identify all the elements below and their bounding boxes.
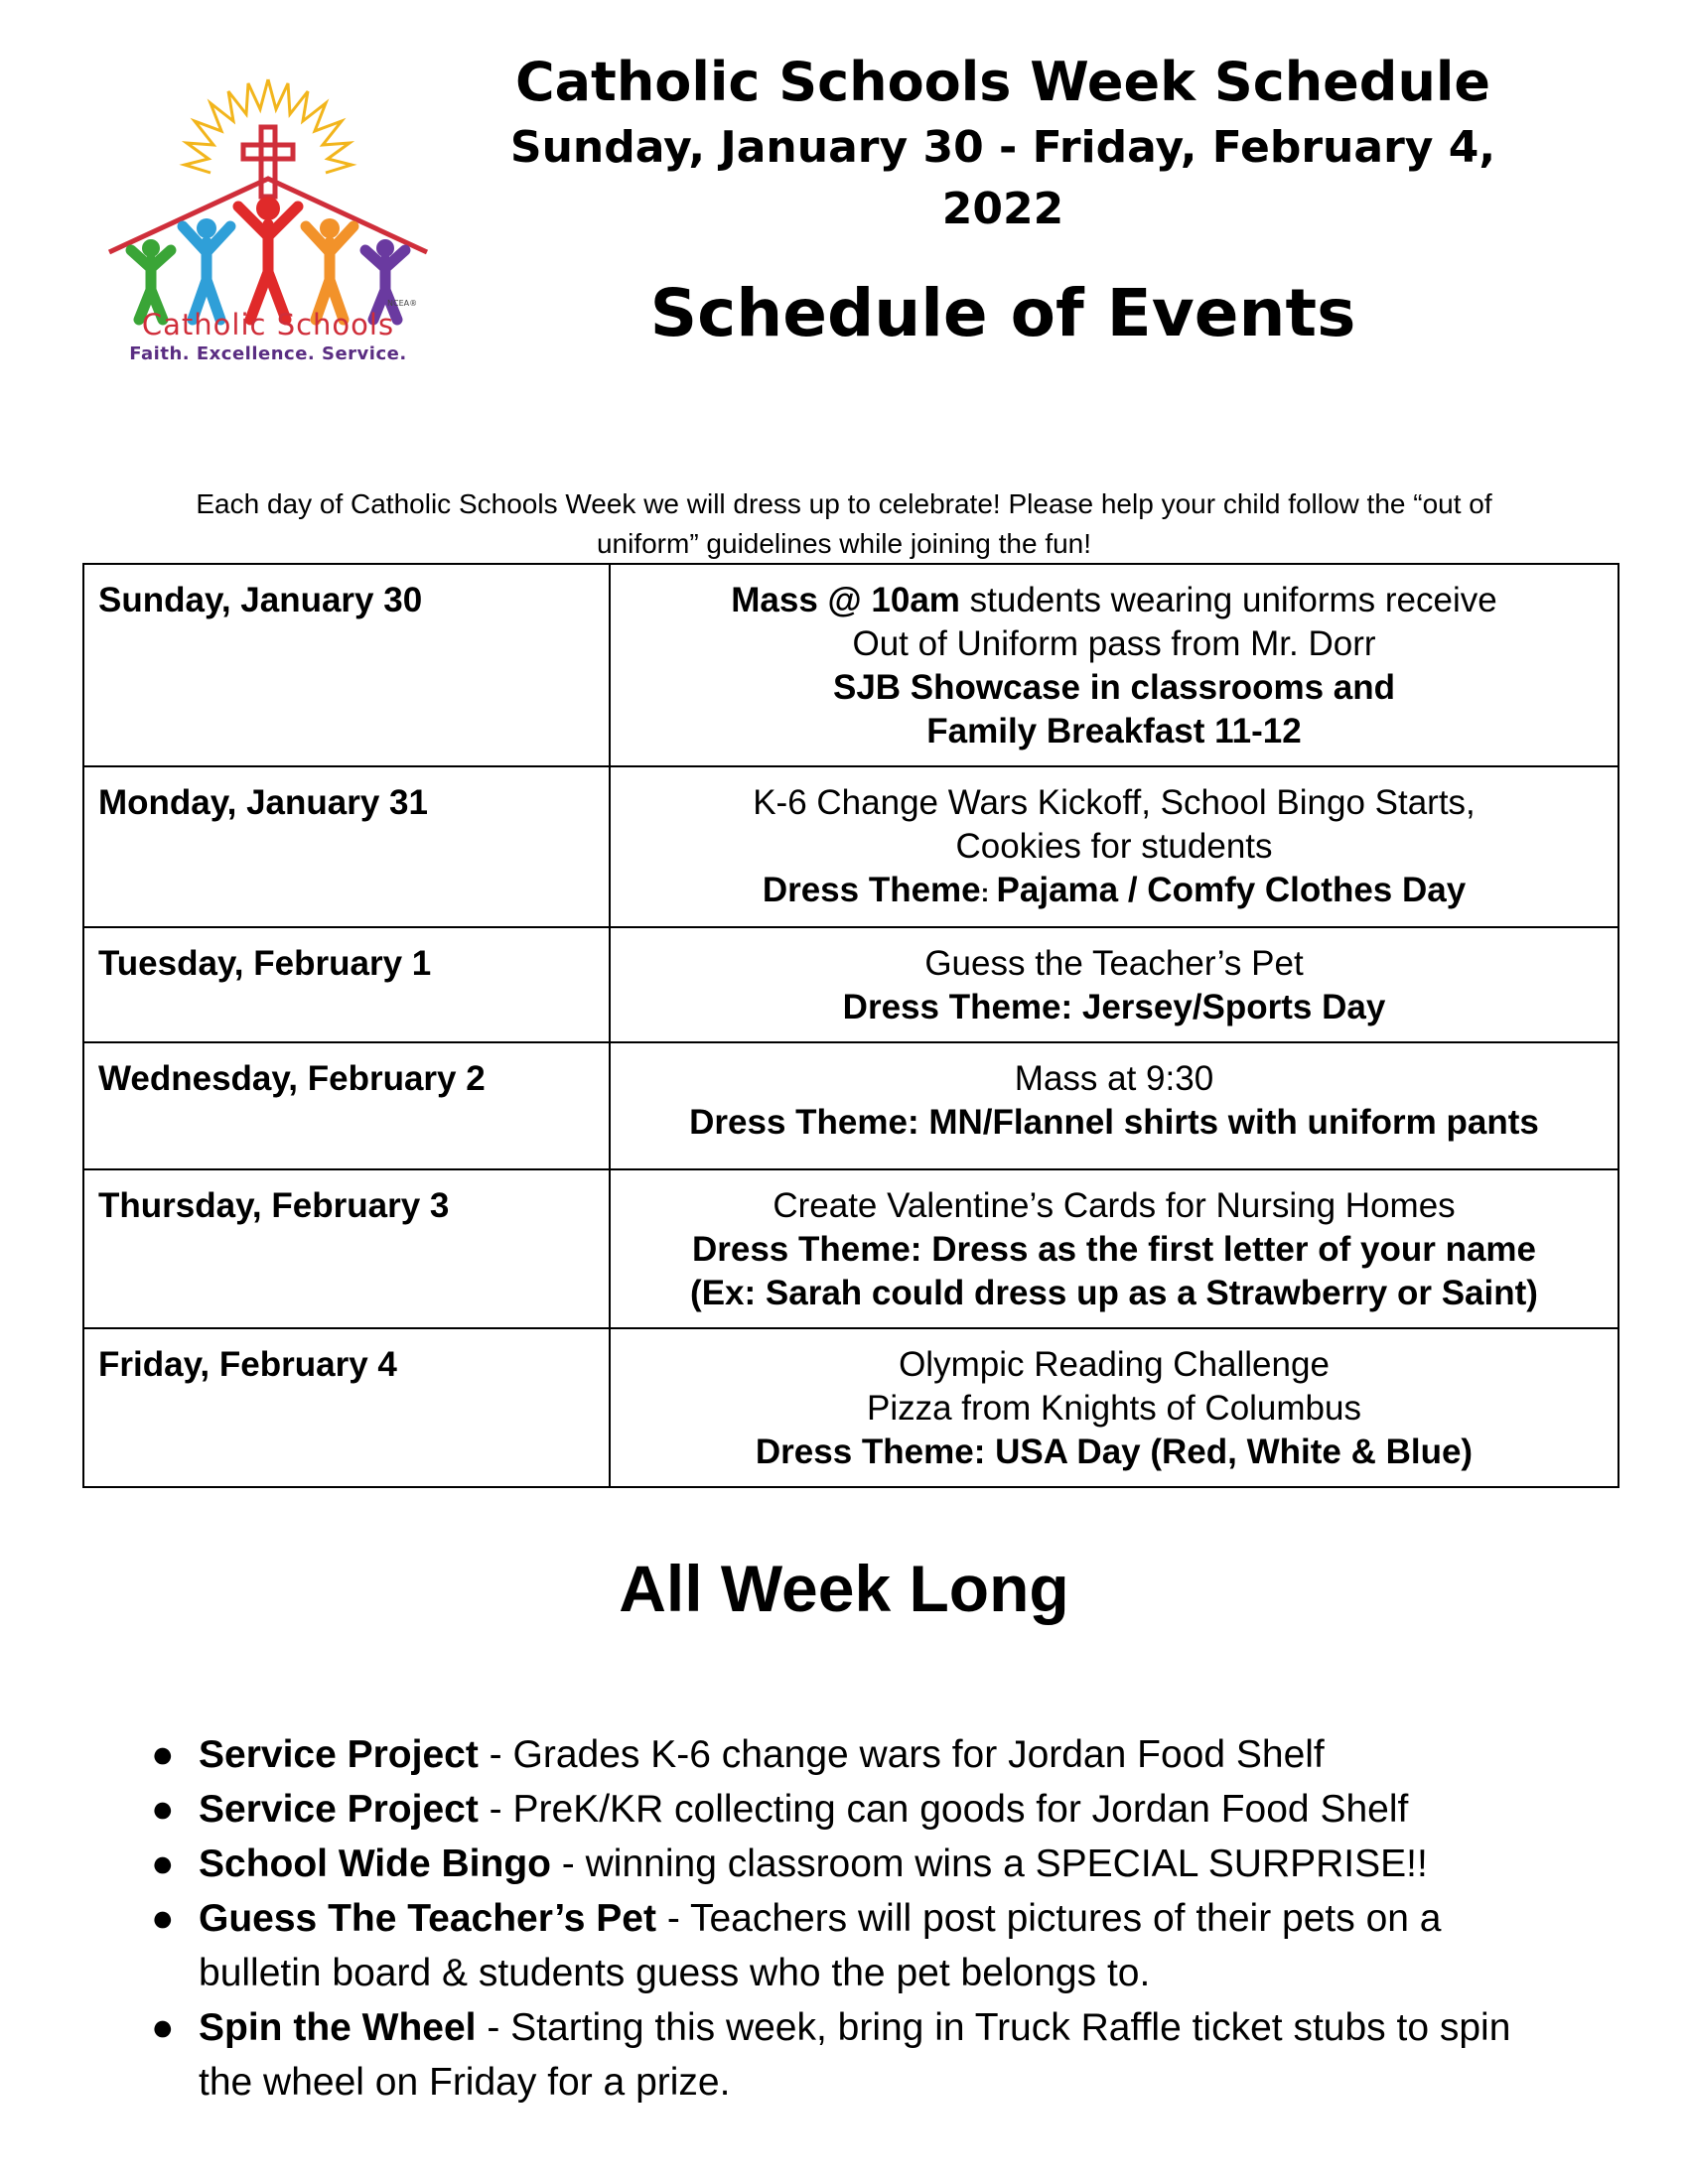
item-text: - winning classroom wins a SPECIAL SURPRISE!! <box>550 1843 1428 1885</box>
bullet-icon: ● <box>151 2006 175 2049</box>
all-week-list <box>149 1727 1559 2110</box>
bullet-icon: ● <box>151 1843 175 1885</box>
event-line: Pizza from Knights of Columbus <box>867 1389 1361 1428</box>
item-label: Guess The Teacher’s Pet <box>199 1897 656 1940</box>
events-cell <box>610 564 1618 766</box>
logo-tagline: Faith. Excellence. Service. <box>129 343 407 364</box>
table-row <box>83 564 1618 766</box>
table-row <box>83 927 1618 1042</box>
dress-theme-label: Dress Theme <box>762 871 981 909</box>
intro-text <box>119 484 1569 564</box>
intro-line-1: Each day of Catholic Schools Week we will dress up to celebrate! Please help your child follow the “out of <box>196 488 1492 519</box>
list-item <box>149 1727 1559 1782</box>
logo-name: Catholic Schools <box>141 308 395 341</box>
page-title: Catholic Schools Week Schedule <box>514 51 1491 113</box>
dress-theme-line: Dress Theme: MN/Flannel shirts with uniform pants <box>689 1103 1539 1142</box>
events-cell <box>610 766 1618 927</box>
list-item <box>149 1837 1559 1891</box>
children-figures-icon <box>131 197 405 320</box>
events-cell <box>610 1328 1618 1487</box>
event-line: Olympic Reading Challenge <box>899 1345 1330 1384</box>
event-line: Out of Uniform pass from Mr. Dorr <box>852 624 1376 663</box>
day-cell: Tuesday, February 1 <box>83 927 610 1042</box>
table-row <box>83 1328 1618 1487</box>
item-label: School Wide Bingo <box>199 1843 551 1885</box>
item-text: - Teachers will post pictures of their pets on a bulletin board & students guess who the pet belongs to. <box>199 1897 1442 1994</box>
event-line: K-6 Change Wars Kickoff, School Bingo Starts, <box>753 783 1476 822</box>
bullet-icon: ● <box>151 1788 175 1831</box>
table-row <box>83 766 1618 927</box>
event-line: Mass at 9:30 <box>1014 1059 1214 1098</box>
events-cell <box>610 1042 1618 1169</box>
day-cell: Friday, February 4 <box>83 1328 610 1487</box>
dress-theme-line: Dress Theme: Dress as the first letter of your name <box>691 1230 1536 1269</box>
item-label: Service Project <box>199 1788 479 1831</box>
events-cell <box>610 927 1618 1042</box>
list-item <box>149 1891 1559 2000</box>
dress-theme-line <box>621 869 1608 914</box>
bullet-icon: ● <box>151 1733 175 1776</box>
event-line: Cookies for students <box>955 827 1273 866</box>
section-title-schedule: Schedule of Events <box>649 275 1356 351</box>
date-range-line2: 2022 <box>941 184 1064 234</box>
event-line: Guess the Teacher’s Pet <box>924 944 1304 983</box>
event-line: Create Valentine’s Cards for Nursing Homes <box>773 1186 1456 1225</box>
item-label: Spin the Wheel <box>199 2006 477 2049</box>
event-line <box>621 579 1608 622</box>
dress-theme-example: (Ex: Sarah could dress up as a Strawberry or Saint) <box>690 1274 1538 1312</box>
day-cell: Monday, January 31 <box>83 766 610 927</box>
day-cell: Wednesday, February 2 <box>83 1042 610 1169</box>
item-label: Service Project <box>199 1733 479 1776</box>
dress-theme-value: Pajama / Comfy Clothes Day <box>996 871 1467 909</box>
bullet-icon: ● <box>151 1897 175 1940</box>
table-row <box>83 1169 1618 1328</box>
dress-theme-line: Dress Theme: USA Day (Red, White & Blue) <box>755 1433 1474 1471</box>
event-bold: Mass @ 10am <box>731 581 960 619</box>
date-range-line1: Sunday, January 30 - Friday, February 4, <box>509 122 1496 173</box>
logo-text <box>99 308 437 364</box>
schedule-table <box>82 563 1619 1488</box>
list-item <box>149 2000 1559 2110</box>
item-text: - PreK/KR collecting can goods for Jordan Food Shelf <box>478 1788 1409 1831</box>
ncea-mark: NCEA® <box>387 299 418 308</box>
event-line-bold: SJB Showcase in classrooms and <box>832 668 1396 707</box>
day-cell: Thursday, February 3 <box>83 1169 610 1328</box>
dress-theme-line: Dress Theme: Jersey/Sports Day <box>842 988 1386 1026</box>
item-text: - Grades K-6 change wars for Jordan Food Shelf <box>478 1733 1325 1776</box>
page-header <box>467 48 1539 353</box>
events-cell <box>610 1169 1618 1328</box>
section-title-all-week: All Week Long <box>619 1552 1069 1625</box>
intro-line-2: uniform” guidelines while joining the fun! <box>596 528 1092 559</box>
event-line-bold: Family Breakfast 11-12 <box>926 712 1302 751</box>
item-text: - Starting this week, bring in Truck Raffle ticket stubs to spin the wheel on Friday for a prize. <box>199 2006 1511 2104</box>
day-cell: Sunday, January 30 <box>83 564 610 766</box>
dress-theme-colon: : <box>980 878 997 907</box>
event-text: students wearing uniforms receive <box>959 581 1497 619</box>
list-item <box>149 1782 1559 1837</box>
table-row <box>83 1042 1618 1169</box>
